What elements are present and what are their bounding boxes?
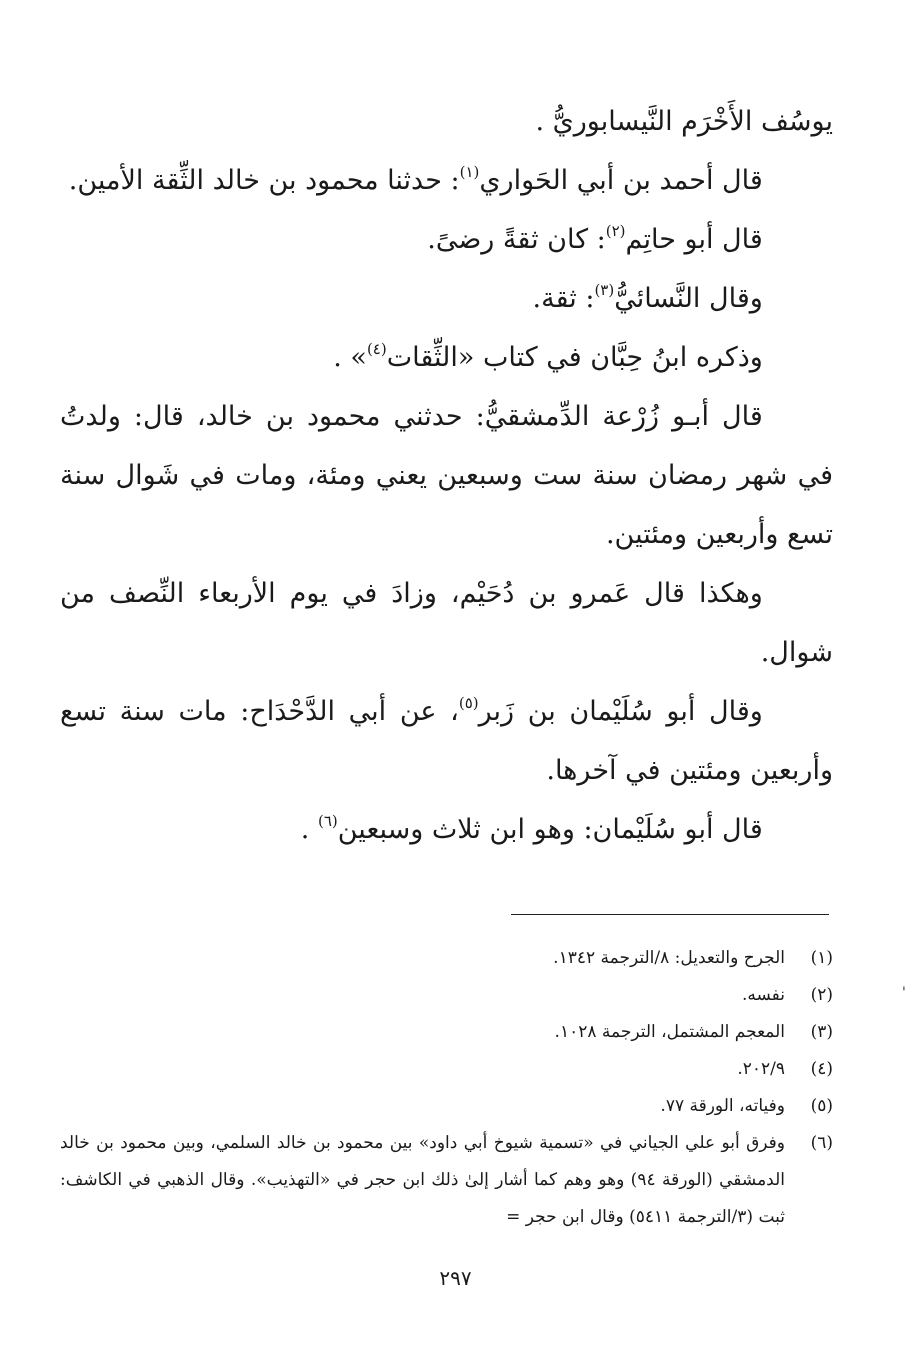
- footnote-text: ٢٠٢/٩.: [737, 1059, 785, 1079]
- footnote-6: [60, 1125, 833, 1236]
- paragraph-6: [60, 387, 833, 564]
- footnotes: [60, 940, 833, 1236]
- footnote-4: [60, 1051, 833, 1088]
- paragraph-8-text: وقال أبو سُلَيْمان بن زَبر: [478, 696, 763, 727]
- page-number: ٢٩٧: [439, 1266, 472, 1290]
- paragraph-2: [60, 151, 833, 210]
- main-text: [60, 92, 833, 859]
- footnote-ref-5[interactable]: (٥): [458, 694, 479, 712]
- paragraph-4: [60, 269, 833, 328]
- footnote-number: (٤): [810, 1059, 833, 1079]
- paragraph-8-rest: ، عن أبي الدَّحْدَاح: مات سنة تسع وأربعين ومئتين في آخرها.: [60, 696, 833, 786]
- paragraph-4-rest: : ثقة.: [532, 283, 595, 314]
- footnote-ref-6[interactable]: (٦): [317, 812, 338, 830]
- margin-mark: ': [902, 985, 906, 1001]
- paragraph-9: [60, 800, 833, 859]
- paragraph-1: [60, 92, 833, 151]
- paragraph-6-text: قال أبـو زُرْعة الدِّمشقيُّ: حدثني محمود بن خالد، قال: ولدتُ في شهر رمضان سنة ست وسبعين يعني ومئة، ومات في شَوال سنة تسع وأربعين ومئتين.: [60, 401, 833, 550]
- footnote-text: المعجم المشتمل، الترجمة ١٠٢٨.: [554, 1022, 785, 1042]
- paragraph-4-text: وقال النَّسائيُّ: [614, 283, 763, 314]
- footnote-3: [60, 1014, 833, 1051]
- paragraph-3-rest: : كان ثقةً رضىً.: [427, 224, 606, 255]
- paragraph-9-text: قال أبو سُلَيْمان: وهو ابن ثلاث وسبعين: [337, 814, 763, 845]
- paragraph-3-text: قال أبو حاتِم: [625, 224, 763, 255]
- footnote-ref-3[interactable]: (٣): [594, 281, 615, 299]
- paragraph-2-rest: : حدثنا محمود بن خالد الثِّقة الأمين.: [68, 165, 460, 196]
- footnote-ref-2[interactable]: (٢): [605, 222, 626, 240]
- footnote-text: نفسه.: [741, 985, 785, 1005]
- footnote-divider: [511, 914, 829, 915]
- footnote-1: [60, 940, 833, 977]
- paragraph-9-rest: .: [300, 814, 318, 845]
- paragraph-7: [60, 564, 833, 682]
- footnote-number: (٥): [810, 1096, 833, 1116]
- paragraph-7-text: وهكذا قال عَمرو بن دُحَيْم، وزادَ في يوم الأربعاء النِّصف من شوال.: [60, 578, 833, 668]
- paragraph-2-text: قال أحمد بن أبي الحَواري: [479, 165, 763, 196]
- footnote-ref-1[interactable]: (١): [459, 163, 480, 181]
- paragraph-5: [60, 328, 833, 387]
- footnote-2: [60, 977, 833, 1014]
- footnote-text: الجرح والتعديل: ٨/الترجمة ١٣٤٢.: [553, 948, 785, 968]
- footnote-ref-4[interactable]: (٤): [366, 340, 387, 358]
- paragraph-3: [60, 210, 833, 269]
- footnote-number: (٦): [810, 1133, 833, 1153]
- paragraph-5-text: وذكره ابنُ حِبَّان في كتاب «الثِّقات: [386, 342, 763, 373]
- footnote-number: (١): [810, 948, 833, 968]
- footnote-number: (٣): [810, 1022, 833, 1042]
- footnote-number: (٢): [810, 985, 833, 1005]
- footnote-text: وفياته، الورقة ٧٧.: [660, 1096, 785, 1116]
- paragraph-1-text: يوسُف الأَخْرَم النَّيسابوريُّ .: [535, 106, 833, 137]
- footnote-text: وفرق أبو علي الجياني في «تسمية شيوخ أبي داود» بين محمود بن خالد السلمي، وبين محمود بن خالد الدمشقي (الورقة ٩٤) وهو وهم كما أشار إلىٰ ذلك ابن حجر في «التهذيب». وقال الذهبي في الكاشف: ثبت (٣/الترجمة ٥٤١١) وقال ابن حجر =: [60, 1133, 785, 1227]
- paragraph-8: [60, 682, 833, 800]
- footnote-5: [60, 1088, 833, 1125]
- paragraph-5-rest: » .: [333, 342, 367, 373]
